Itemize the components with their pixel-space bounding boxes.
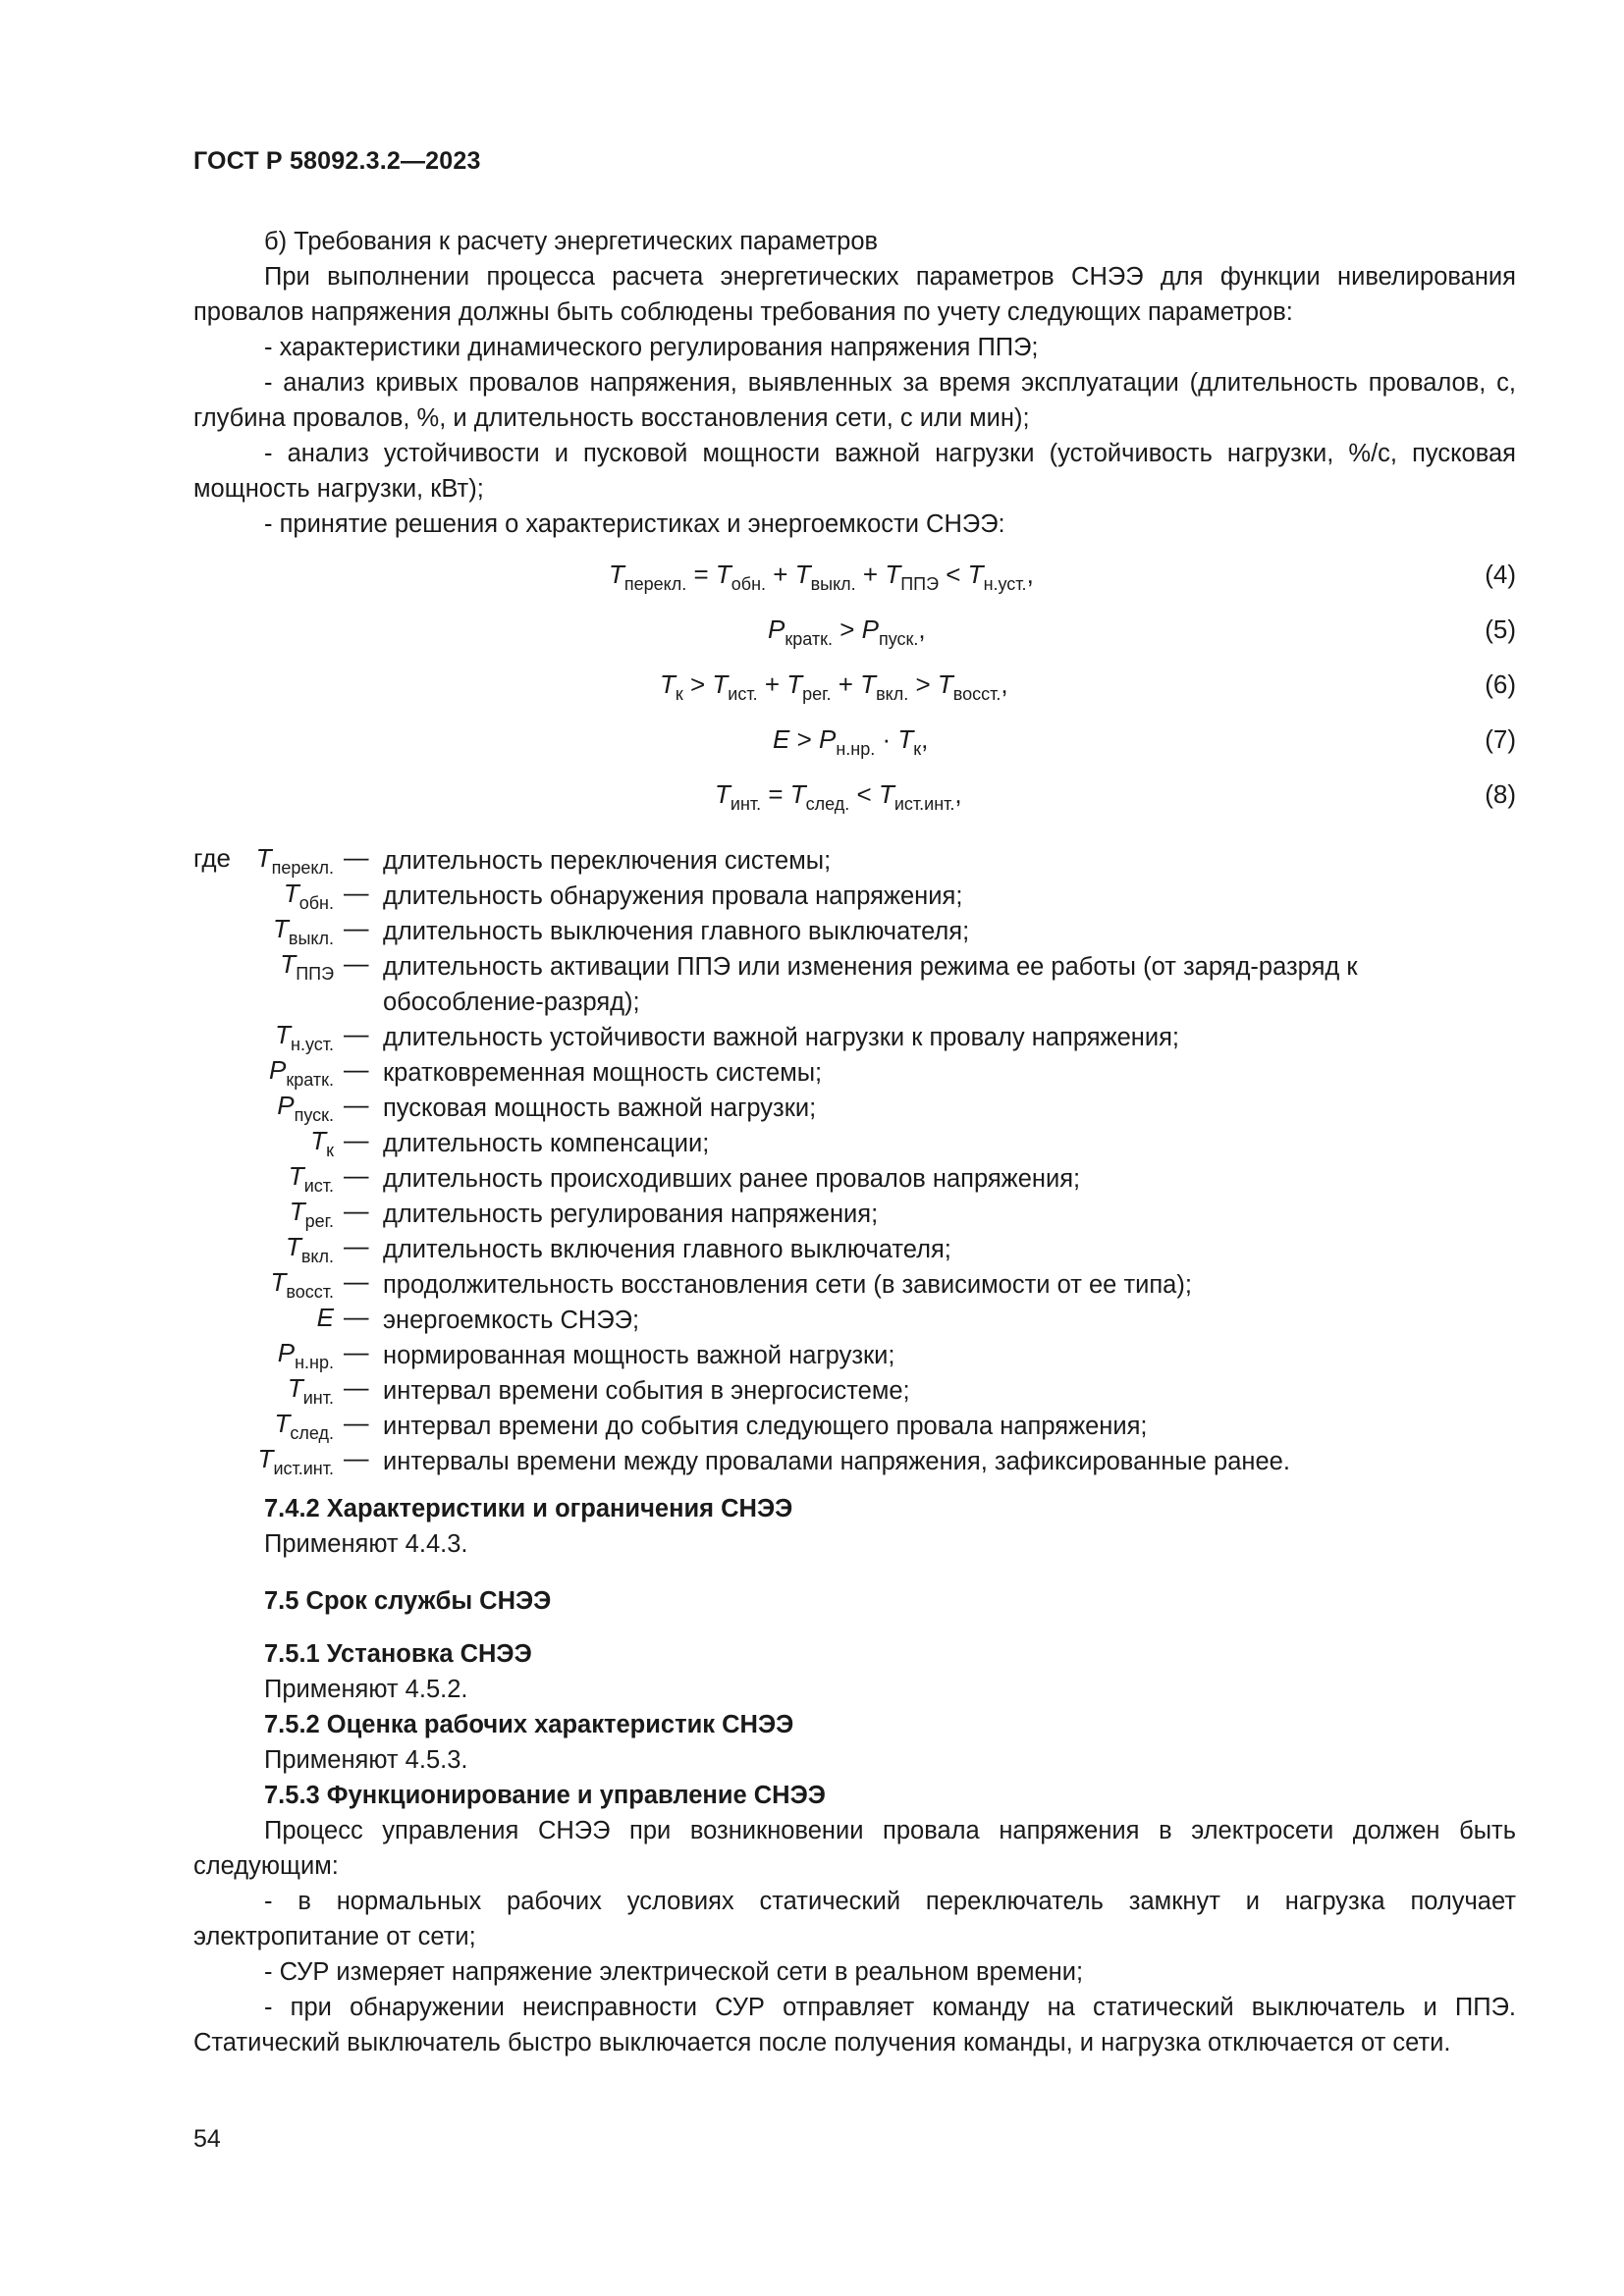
definition-symbol: $P_{н.нр.}$ (277, 1338, 334, 1372)
paragraph-intro: При выполнении процесса расчета энергетических параметров СНЭЭ для функции нивелирования провалов напряжения должны быть соблюдены требования по учету следующих параметров: (193, 263, 1516, 326)
section-7-5-3-title: 7.5.3 Функционирование и управление СНЭЭ (264, 1782, 826, 1809)
definition-text: длительность выключения главного выключателя; (383, 918, 970, 945)
definition-symbol: $T_{перекл.}$ (255, 843, 334, 878)
definition-symbol: $T_{н.уст.}$ (275, 1020, 334, 1054)
definition-text: длительность регулирования напряжения; (383, 1201, 879, 1228)
definition-symbol: $T_{след.}$ (274, 1409, 334, 1443)
paragraph-requirements-title: б) Требования к расчету энергетических параметров (264, 228, 879, 255)
definition-dash: — (344, 1162, 369, 1190)
equation-number: (7) (1485, 724, 1516, 754)
list-item-decision: - принятие решения о характеристиках и энергоемкости СНЭЭ: (264, 510, 1005, 538)
definition-text: длительность устойчивости важной нагрузки к провалу напряжения; (383, 1024, 1180, 1051)
definition-text: энергоемкость СНЭЭ; (383, 1307, 640, 1334)
definition-dash: — (344, 1374, 369, 1402)
list-item-dynamic-regulation: - характеристики динамического регулирования напряжения ППЭ; (264, 334, 1039, 361)
section-7-5-2-text: Применяют 4.5.3. (264, 1746, 468, 1774)
definition-text: длительность включения главного выключателя; (383, 1236, 951, 1263)
definition-text: длительность активации ППЭ или изменения режима ее работы (от заряд-разряд к обособление-разряд); (383, 953, 1358, 1016)
definition-dash: — (344, 950, 369, 978)
definition-dash: — (344, 915, 369, 942)
section-7-5-1-title: 7.5.1 Установка СНЭЭ (264, 1640, 532, 1668)
equation-number: (8) (1485, 779, 1516, 809)
definition-text: длительность переключения системы; (383, 847, 832, 875)
equation-number: (5) (1485, 614, 1516, 644)
page-number: 54 (193, 2125, 221, 2153)
definition-dash: — (344, 844, 369, 872)
document-header: ГОСТ Р 58092.3.2—2023 (193, 147, 481, 175)
section-7-5-1-text: Применяют 4.5.2. (264, 1676, 468, 1703)
equation-8: $T_{инт.} = T_{след.} < T_{ист.инт.}$, (715, 779, 962, 814)
section-7-4-2-text: Применяют 4.4.3. (264, 1530, 468, 1558)
definition-dash: — (344, 1304, 369, 1331)
definition-text: интервалы времени между провалами напряжения, зафиксированные ранее. (383, 1448, 1290, 1475)
section-7-5-3-paragraph: Процесс управления СНЭЭ при возникновении провала напряжения в электросети должен быть следующим: (193, 1817, 1516, 1880)
definition-text: пусковая мощность важной нагрузки; (383, 1095, 817, 1122)
definition-symbol: $T_{выкл.}$ (273, 914, 334, 948)
definition-text: кратковременная мощность системы; (383, 1059, 823, 1087)
definition-symbol: $T_{ист.}$ (288, 1161, 334, 1196)
definition-text: интервал времени события в энергосистеме; (383, 1377, 910, 1405)
definition-text: интервал времени до события следующего провала напряжения; (383, 1413, 1148, 1440)
definition-symbol: $P_{пуск.}$ (277, 1091, 334, 1125)
list-item-fault-detection: - при обнаружении неисправности СУР отправляет команду на статический выключатель и ППЭ. Статический выключатель быстро выключается после получения команды, и нагрузка отключается от сети. (193, 1994, 1516, 2056)
list-item-measurement: - СУР измеряет напряжение электрической сети в реальном времени; (264, 1958, 1084, 1986)
equation-number: (6) (1485, 669, 1516, 699)
definition-symbol: $T_к$ (310, 1126, 334, 1160)
definition-text: продолжительность восстановления сети (в зависимости от ее типа); (383, 1271, 1192, 1299)
definition-symbol: E (316, 1303, 334, 1332)
definition-dash: — (344, 1410, 369, 1437)
equation-7: $E > P_{н.нр.} \cdot T_к$, (773, 724, 929, 759)
definition-symbol: $T_{рег.}$ (289, 1197, 334, 1231)
where-label: где (193, 843, 231, 873)
definition-dash: — (344, 1021, 369, 1048)
definition-symbol: $T_{ист.инт.}$ (257, 1444, 334, 1478)
definition-dash: — (344, 1092, 369, 1119)
definition-text: длительность происходивших ранее провалов напряжения; (383, 1165, 1081, 1193)
definition-symbol: $T_{вкл.}$ (285, 1232, 334, 1266)
equation-4: $T_{перекл.} = T_{обн.} + T_{выкл.} + T_{ППЭ} < T_{н.уст.}$, (609, 560, 1034, 594)
definition-dash: — (344, 1056, 369, 1084)
definition-text: нормированная мощность важной нагрузки; (383, 1342, 895, 1369)
definition-dash: — (344, 1445, 369, 1472)
definition-text: длительность обнаружения провала напряжения; (383, 882, 963, 910)
section-7-4-2-title: 7.4.2 Характеристики и ограничения СНЭЭ (264, 1495, 793, 1522)
equation-6: $T_к > T_{ист.} + T_{рег.} + T_{вкл.} > T_{восст.}$, (660, 669, 1008, 704)
section-7-5-2-title: 7.5.2 Оценка рабочих характеристик СНЭЭ (264, 1711, 794, 1738)
definition-dash: — (344, 1339, 369, 1366)
definition-dash: — (344, 880, 369, 907)
equation-5: $P_{кратк.} > P_{пуск.}$, (768, 614, 926, 649)
list-item-normal-conditions: - в нормальных рабочих условиях статический переключатель замкнут и нагрузка получает электропитание от сети; (193, 1888, 1516, 1950)
definition-dash: — (344, 1268, 369, 1296)
equation-number: (4) (1485, 560, 1516, 589)
definition-symbol: $T_{восст.}$ (270, 1267, 334, 1302)
definition-symbol: $P_{кратк.}$ (269, 1055, 334, 1090)
list-item-dip-analysis: - анализ кривых провалов напряжения, выявленных за время эксплуатации (длительность провалов, с, глубина провалов, %, и длительность восстановления сети, с или мин); (193, 369, 1516, 432)
definition-text: длительность компенсации; (383, 1130, 710, 1157)
definition-dash: — (344, 1127, 369, 1154)
list-item-stability-analysis: - анализ устойчивости и пусковой мощности важной нагрузки (устойчивость нагрузки, %/с, пусковая мощность нагрузки, кВт); (193, 440, 1516, 503)
section-7-5-title: 7.5 Срок службы СНЭЭ (264, 1587, 552, 1615)
definition-symbol: $T_{инт.}$ (287, 1373, 334, 1408)
definition-dash: — (344, 1233, 369, 1260)
definition-symbol: $T_{обн.}$ (283, 879, 334, 913)
definition-symbol: $T_{ППЭ}$ (280, 949, 334, 984)
definition-dash: — (344, 1198, 369, 1225)
